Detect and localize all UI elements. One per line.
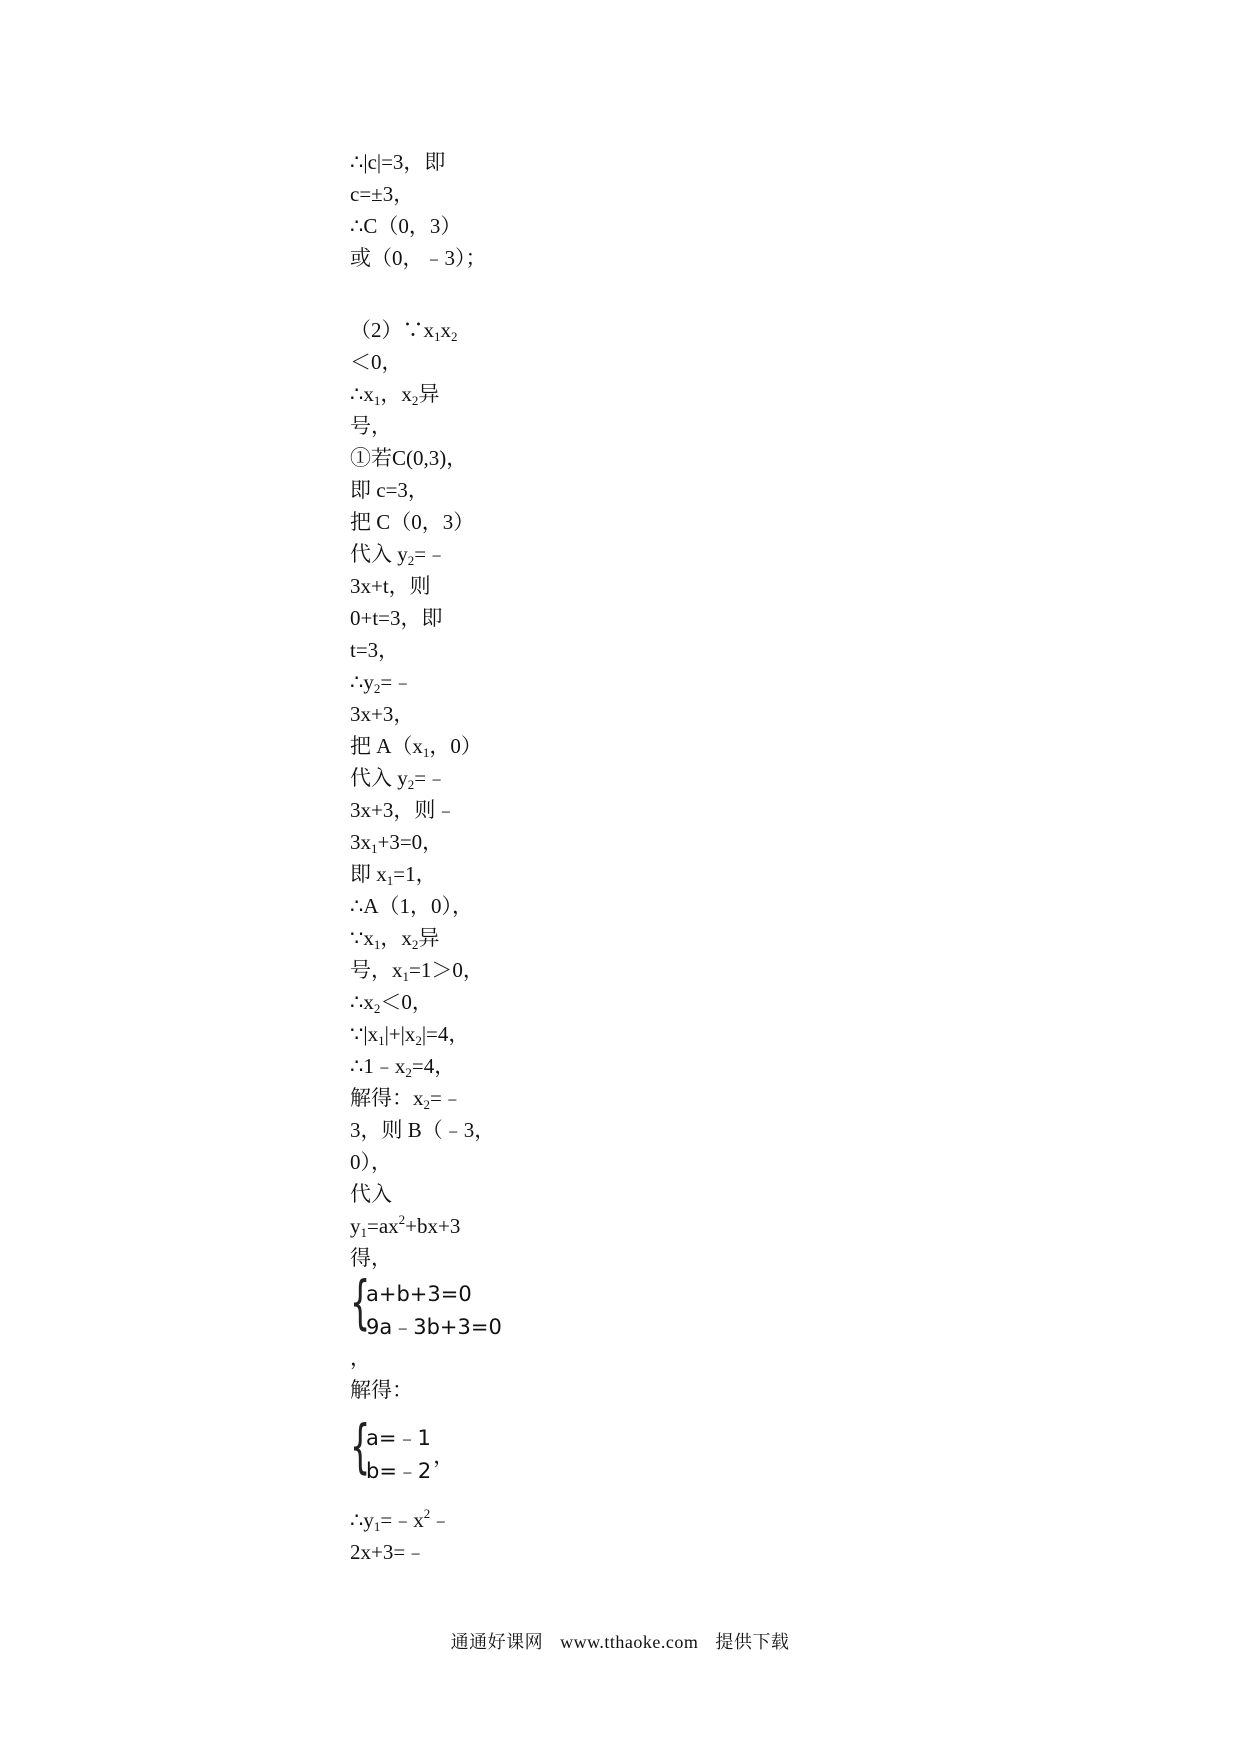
text-line: 把 C（0，3） [350,510,475,534]
text-line: t=3， [350,638,400,662]
text-line: 0）， [350,1150,392,1174]
comma-text: ， [433,1444,455,1468]
brace-symbol: { [350,1268,371,1336]
text-line: ∴A（1，0）， [350,894,474,918]
solve-label: 解得： [350,1378,413,1402]
text-line: 解得：$x_2=﹣$ [350,1086,463,1112]
text-line: 3x+t，则 [350,574,431,598]
text-line: $y_1=ax^2+bx+3$ [350,1212,461,1240]
text-line: 即 c=3， [350,478,429,502]
equation-row: b=﹣2 [366,1459,432,1483]
text-line: 即 $x_1=1$， [350,862,437,888]
equation-system-1 [350,1268,502,1344]
text-line: ①若C(0,3)， [350,446,468,470]
equation-row: a=﹣1 [366,1426,431,1450]
footer-site-name: 通通好课网 [450,1632,544,1652]
text-line: 3x+3，则﹣ [350,798,457,822]
text-line: 0+t=3，即 [350,606,443,630]
brace-symbol: { [350,1412,371,1480]
equation-row: a+b+3=0 [366,1282,472,1306]
page-footer [0,1628,1240,1654]
text-line: 3x+3， [350,702,415,726]
text-line: $\because x_1$，$x_2$异 [350,926,440,952]
text-line: ＜0， [350,350,403,374]
text-line: 代入 [350,1182,392,1206]
text-line: 得， [350,1246,392,1270]
text-line: 号， [350,414,392,438]
text-line: $\therefore 1﹣x_2=4$， [350,1054,456,1080]
text-line: $(2)\because x_1x_2$ [350,318,458,344]
text-line: 号，$x_1=1>0$， [350,958,484,984]
text-line: $3x_1+3=0$， [350,830,444,856]
text-line: ∴|c|=3，即 [350,150,446,174]
comma-text: ， [350,1346,371,1370]
text-line: 代入 $y_2=﹣$ [350,542,448,568]
equation-row: 9a﹣3b+3=0 [366,1315,502,1339]
text-line: $\therefore x_1$，$x_2$异 [350,382,440,408]
text-line: 或（0，﹣3）； [350,246,487,270]
text-line: 3，则 B（﹣3， [350,1118,496,1142]
text-line: 2x+3=﹣ [350,1540,427,1564]
text-line: $\therefore y_1=﹣x^2﹣$ [350,1506,452,1534]
footer-url[interactable]: www.tthaoke.com [560,1632,699,1652]
text-line: ∴C（0，3） [350,214,462,238]
text-line: $\therefore x_2<0$， [350,990,433,1016]
text-line: c=±3， [350,182,415,206]
text-line: $\because|x_1|+|x_2|=4$， [350,1022,470,1048]
equation-system-2 [350,1412,455,1488]
text-line: 把 $A(x_1$，0） [350,734,482,760]
text-line: 代入 $y_2=﹣$ [350,766,448,792]
footer-suffix: 提供下载 [715,1632,790,1652]
text-line: $\therefore y_2=﹣$ [350,670,414,696]
